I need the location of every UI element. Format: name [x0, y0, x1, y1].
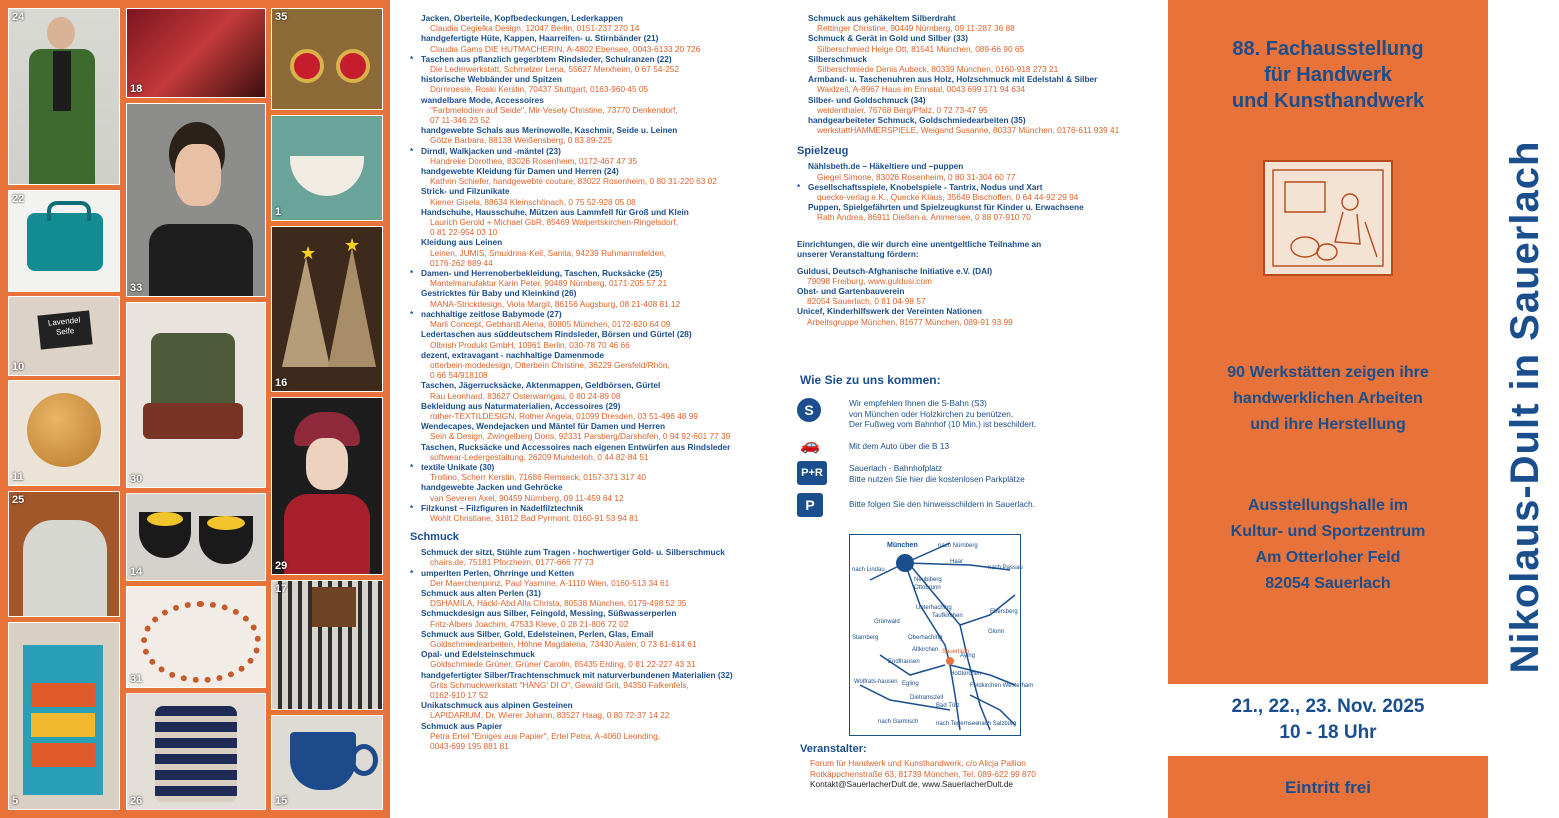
photo-5-painted-cabinet: [8, 622, 120, 810]
exhibitor-entry: [410, 166, 788, 186]
organizer-line: Rotkäppchenstraße 63, 81739 München, Tel. 089-622 99 870: [810, 768, 1036, 779]
exhibitor-product: handgewebte Schals aus Merinowolle, Kaschmir, Seide u. Leinen: [421, 125, 678, 136]
map-svg: [850, 535, 1034, 735]
exhibitor-product: handgefertigte Hüte, Kappen, Haarreifen- u. Stirnbänder (21): [421, 33, 659, 44]
exhibitor-product: Silber- und Goldschmuck (34): [808, 94, 926, 105]
exhibitor-entry: [410, 670, 788, 701]
map-label: nach Nürnberg: [938, 543, 978, 549]
subtitle-line: 90 Werkstätten zeigen ihre: [1227, 364, 1429, 381]
event-hours: 10 - 18 Uhr: [1279, 722, 1377, 743]
workshops-subtitle: [1168, 360, 1488, 438]
exhibitor-entry: [410, 329, 788, 349]
exhibitor-product: Taschen, Rucksäcke und Accessoires nach eigenen Entwürfen aus Rindsleder: [421, 441, 731, 452]
new-exhibitor-star: *: [410, 502, 414, 513]
map-label: Aying: [960, 653, 975, 659]
section-heading-schmuck: Schmuck: [410, 531, 459, 544]
exhibitor-product: Ledertaschen aus süddeutschem Rindsleder, Börsen und Gürtel (28): [421, 329, 692, 340]
cover-panel: [1168, 0, 1488, 818]
exhibitor-product: nachhaltige zeitlose Babymode (27): [421, 308, 562, 319]
map-label: Neubiberg: [914, 577, 942, 583]
org-name: Obst- und Gartenbauverein: [797, 286, 905, 297]
photo-17-stamp-print: [271, 580, 383, 710]
photo-22-teal-bag: [8, 190, 120, 292]
exhibitor-product: Schmuck aus Silber, Gold, Edelsteinen, Perlen, Glas, Email: [421, 628, 654, 639]
map-label: Taufkirchen: [932, 613, 963, 619]
exhibitor-entry: [410, 608, 788, 628]
jewelry-exhibitors: [410, 547, 788, 751]
exhibitor-contact: Olbrish Produkt GmbH, 10961 Berlin, 030-78 70 46 66: [430, 339, 630, 350]
org-contact: 82054 Sauerlach, 0 81 04-98 57: [807, 296, 926, 307]
map-label: Glonn: [988, 629, 1005, 635]
exhibitor-contact: Dornroesle, Roski Kerstin, 70437 Stuttgart, 0163-960 45 05: [430, 84, 649, 95]
photo-number: 31: [130, 673, 143, 685]
photo-10-lavender-soap: [8, 296, 120, 376]
photo-26-knit-cardigan: [126, 693, 266, 810]
exhibitor-contact: MANA-Strickdesign, Viola Margit, 86156 Augsburg, 08 21-408 81 12: [430, 298, 681, 309]
exhibitor-contact: Waidzeit, A-8967 Haus im Ennstal, 0043 699 171 94 634: [817, 84, 1026, 95]
map-label: nach Garmisch: [878, 719, 919, 725]
exhibitor-contact: otterbein-modedesign, Otterbein Christine, 36229 Gersfeld/Rhön,: [430, 359, 670, 370]
map-label: Ottobrunn: [914, 585, 941, 591]
new-exhibitor-star: *: [797, 181, 801, 192]
exhibitor-contact: "Farbmelodien auf Seide", Mir-Vesely Christine, 73770 Denkendorf,: [430, 104, 678, 115]
exhibitor-entry: [410, 95, 788, 126]
supported-org: [797, 286, 1167, 306]
exhibitor-entry: [410, 288, 788, 308]
exhibitor-entry: [410, 442, 788, 462]
exhibitor-contact: 0043-699 195 881 81: [430, 741, 509, 752]
photo-number: 17: [275, 583, 288, 595]
travel-heading: Wie Sie zu uns kommen:: [800, 373, 941, 387]
exhibitor-entry: [797, 54, 1167, 74]
exhibitor-contact: 0176-262 889 44: [430, 257, 493, 268]
exhibitor-product: Puppen, Spielgefährten und Spielzeugkunst für Kinder u. Erwachsene: [808, 202, 1084, 213]
title-line: und Kunsthandwerk: [1231, 90, 1425, 112]
photo-14-black-bowls: [126, 493, 266, 581]
photo-number: 15: [275, 795, 288, 807]
travel-park-ride: [849, 463, 1025, 484]
photo-24-green-coat: [8, 8, 120, 185]
exhibitor-contact: chairs.de, 75181 Pforzheim, 0177-666 77 73: [430, 557, 594, 568]
exhibitor-entry: [410, 503, 788, 523]
photo-11-wooden-bowl: [8, 380, 120, 486]
photo-35-earrings: [271, 8, 383, 110]
exhibitor-product: Kleidung aus Leinen: [421, 237, 503, 248]
exhibitor-entry: [410, 649, 788, 669]
exhibitor-product: umperlten Perlen, Ohrringe und Ketten: [421, 567, 575, 578]
section-heading-spielzeug: Spielzeug: [797, 145, 849, 158]
jewelry-exhibitors-cont: [797, 13, 1167, 135]
craftsman-icon: [1265, 162, 1391, 274]
exhibitor-contact: Kiener Gisela, 88634 Kleinschönach, 0 75 52-928 05 08: [430, 196, 636, 207]
org-name: Guldusi, Deutsch-Afghanische Initiative e.V. (DAI): [797, 265, 993, 276]
exhibitor-product: Unikatschmuck aus alpinen Gesteinen: [421, 700, 573, 711]
exhibitor-entry: [797, 161, 1167, 181]
exhibitor-entry: [410, 309, 788, 329]
free-entry: Eintritt frei: [1285, 778, 1371, 797]
travel-line: Wir empfehlen Ihnen die S-Bahn (S3): [849, 398, 987, 408]
exhibitor-entry: [410, 401, 788, 421]
directions-map: [849, 534, 1034, 736]
exhibitor-list-column-1: [410, 13, 788, 751]
photo-number: 10: [12, 361, 25, 373]
new-exhibitor-star: *: [410, 567, 414, 578]
exhibitor-contact: Rettinger Christine, 90449 Nürnberg, 09 11-287 36 88: [817, 23, 1015, 34]
exhibitor-product: handgefertigter Silber/Trachtenschmuck mit naturverbundenen Materialien (32): [421, 669, 733, 680]
exhibitor-product: Schmuck der sitzt, Stühle zum Tragen - hochwertiger Gold- u. Silberschmuck: [421, 547, 725, 558]
exhibitor-contact: weidenthaler, 76768 Berg/Pfalz, 0 72 73-47 95: [817, 104, 988, 115]
exhibitor-contact: Der Maerchenprinz, Paul Yasmine, A-1110 Wien, 0160-513 34 61: [430, 577, 670, 588]
exhibitor-entry: [410, 237, 788, 268]
exhibitor-product: Dirndl, Walkjacken und -mäntel (23): [421, 145, 561, 156]
exhibitor-entry: [410, 268, 788, 288]
photo-number: 14: [130, 566, 143, 578]
exhibitor-entry: [410, 54, 788, 74]
exhibitor-contact: 07 11-346 23 52: [430, 115, 490, 126]
exhibitor-contact: Claudia Cegielka Design, 12047 Berlin, 0151-237 270 14: [430, 23, 640, 34]
exhibitor-entry: [410, 125, 788, 145]
exhibitor-entry: [410, 74, 788, 94]
exhibitor-contact: 0 81 22-954 03 10: [430, 227, 498, 238]
exhibitor-product: Gesellschaftsspiele, Knobelspiele - Tantrix, Nodus und Xart: [808, 181, 1043, 192]
map-label: Feldkirchen Westerham: [970, 683, 1034, 689]
exhibitor-contact: Silberschmiede Denis Aubeck, 80339 München, 0160-918 273 21: [817, 64, 1059, 75]
exhibitor-contact: Handreke Dorothea, 83026 Rosenheim, 0172-467 47 35: [430, 155, 638, 166]
exhibitor-entry: [410, 350, 788, 381]
photo-number: 33: [130, 282, 143, 294]
exhibitor-product: wandelbare Mode, Accessoires: [421, 94, 544, 105]
exhibitor-product: Taschen, Jägerrucksäcke, Aktenmappen, Geldbörsen, Gürtel: [421, 380, 661, 391]
exhibitor-entry: [410, 588, 788, 608]
exhibitor-entry: [410, 482, 788, 502]
new-exhibitor-star: *: [410, 53, 414, 64]
exhibitor-product: Schmuck aus gehäkeltem Silberdraht: [808, 13, 956, 23]
exhibitor-contact: Sein & Design, Zwingelberg Doris, 92331 Parsberg/Darshofen, 0 94 92-601 77 39: [430, 431, 731, 442]
photo-number: 26: [130, 795, 143, 807]
exhibitor-entry: [410, 33, 788, 53]
exhibitor-contact: Laurich Gerold + Michael GbR, 85469 Walpertskirchen-Ringelsdorf,: [430, 217, 679, 228]
photo-number: 29: [275, 560, 288, 572]
venue-line: Kultur- und Sportzentrum: [1230, 523, 1426, 540]
exhibitor-product: handgewebte Kleidung für Damen und Herren (24): [421, 166, 619, 177]
travel-sbahn: [849, 398, 1036, 430]
photo-number: 5: [12, 795, 19, 807]
exhibitor-contact: Rath Andrea, 86911 Dießen a. Ammersee, 0 88 07-910 70: [817, 212, 1031, 223]
exhibitor-entry: [797, 202, 1167, 222]
exhibitor-entry: [410, 207, 788, 238]
new-exhibitor-star: *: [410, 145, 414, 156]
map-label: nach Salzburg: [978, 721, 1017, 727]
map-label: Endlhausen: [888, 659, 920, 665]
exhibitor-contact: Goldschmiede Grüner, Grüner Carolin, 85435 Erding, 0 81 22-227 43 31: [430, 659, 696, 670]
exhibitor-entry: [797, 13, 1167, 33]
map-label: Haar: [950, 559, 964, 565]
exhibitor-contact: Trollino, Scherr Kerstin, 71686 Remseck, 0157-371 317 40: [430, 472, 646, 483]
exhibitor-contact: LAPIDARIUM, Dr. Wierer Johann, 83527 Haag, 0 80 72-37 14 22: [430, 710, 670, 721]
map-label: nach Passau: [988, 565, 1023, 571]
exhibitor-product: Silberschmuck: [808, 53, 868, 64]
exhibitor-contact: werkstattHAMMERSPIELE, Weigand Susanne, 80337 München, 0176-611 939 41: [817, 125, 1120, 136]
organizer-info: [810, 758, 1036, 790]
map-label-sauerlach: Sauerlach: [942, 649, 970, 655]
map-label: Oberhaching: [908, 635, 943, 641]
exhibitor-contact: 0 66 54/918108: [430, 370, 488, 381]
map-label: Starnberg: [852, 635, 879, 641]
exhibitor-entry: [797, 74, 1167, 94]
exhibitor-entry: [410, 186, 788, 206]
map-label: Bad Tölz: [936, 703, 960, 709]
exhibitor-entry: [797, 33, 1167, 53]
photo-number: 22: [12, 193, 25, 205]
travel-line: Mit dem Auto über die B 13: [849, 441, 950, 451]
exhibitor-entry: [410, 146, 788, 166]
map-label: nach Tegernsee: [936, 721, 979, 727]
photo-number: 11: [12, 471, 24, 483]
textile-exhibitors: [410, 13, 788, 523]
map-label: nach Lindau: [852, 567, 885, 573]
exhibitor-contact: Petra Ertel "Einiges aus Papier", Ertel Petra, A-4060 Leonding,: [430, 730, 661, 741]
travel-line: Der Fußweg vom Bahnhof (10 Min.) ist beschildert.: [849, 419, 1037, 429]
exhibitor-contact: Wohlt Christiane, 31812 Bad Pyrmont, 0160-91 53 94 81: [430, 512, 639, 523]
subtitle-line: und ihre Herstellung: [1250, 416, 1406, 433]
exhibitor-product: Filzkunst – Filzfiguren in Nadelfilztechnik: [421, 502, 584, 513]
exhibitor-list-column-2: [797, 13, 1167, 327]
exhibitor-entry: [410, 380, 788, 400]
supported-org: [797, 266, 1167, 286]
parking-icon: P: [797, 493, 823, 517]
photo-number: 30: [130, 473, 143, 485]
venue-line: Ausstellungshalle im: [1247, 497, 1409, 514]
photo-number: 16: [275, 377, 288, 389]
exhibitor-contact: Grits Schmuckwerkstatt "HÄNG' DI O", Gewald Grit, 94350 Falkenfels,: [430, 679, 689, 690]
photo-collage: [0, 0, 390, 818]
new-exhibitor-star: *: [410, 461, 414, 472]
subtitle-line: handwerklichen Arbeiten: [1233, 390, 1423, 407]
exhibitor-entry: [410, 421, 788, 441]
exhibitor-product: Schmuck aus Papier: [421, 720, 503, 731]
exhibitor-contact: rother-TEXTILDESIGN, Rother Angela, 01099 Dresden, 03 51-496 48 99: [430, 410, 698, 421]
exhibitor-entry: [410, 568, 788, 588]
organizer-contact: Kontakt@SauerlacherDult.de, www.SauerlacherDult.de: [810, 779, 1014, 789]
exhibitor-product: Armband- u. Taschenuhren aus Holz, Holzschmuck mit Edelstahl & Silber: [808, 74, 1098, 85]
exhibitor-product: historische Webbänder und Spitzen: [421, 74, 562, 85]
exhibitor-contact: Claudia Gams DIE HUTMACHERIN, A-4802 Ebensee, 0043-6133 20 726: [430, 43, 701, 54]
exhibitor-product: Taschen aus pflanzlich gegerbtem Rindsleder, Schulranzen (22): [421, 53, 672, 64]
map-label-muenchen: München: [887, 542, 918, 549]
exhibitor-entry: [797, 95, 1167, 115]
exhibitor-product: Bekleidung aus Naturmaterialien, Accessoires (29): [421, 400, 621, 411]
travel-line: von München oder Holzkirchen zu benützen.: [849, 408, 1014, 419]
exhibitor-entry: [410, 462, 788, 482]
exhibitor-product: Opal- und Edelsteinschmuck: [421, 649, 535, 660]
new-exhibitor-star: *: [410, 268, 414, 279]
map-label: Grünwald: [874, 619, 900, 625]
map-label: Egling: [902, 681, 919, 687]
exhibitor-product: Schmuck & Gerät in Gold und Silber (33): [808, 33, 968, 44]
travel-line: Bitte folgen Sie den hinweisschildern in Sauerlach.: [849, 499, 1035, 509]
exhibitor-entry: [410, 13, 788, 33]
park-and-ride-icon: P+R: [797, 461, 827, 485]
org-contact: Arbeitsgruppe München, 81677 München, 089-91 93 99: [807, 316, 1013, 327]
exhibitor-contact: 0162-910 17 52: [430, 690, 489, 700]
venue-line: 82054 Sauerlach: [1265, 575, 1391, 592]
map-label: Unterhaching: [916, 605, 952, 611]
organizer-heading: Veranstalter:: [800, 743, 867, 755]
exhibitor-product: Nählsbeth.de – Häkeltiere und –puppen: [808, 161, 964, 172]
map-label: Ebersberg: [990, 609, 1018, 615]
exhibitor-product: Gestricktes für Baby und Kleinkind (26): [421, 288, 577, 299]
exhibitor-product: Handschuhe, Hausschuhe, Mützen aus Lammfell für Groß und Klein: [421, 206, 689, 217]
exhibitor-entry: [797, 115, 1167, 135]
photo-29-portrait-hat: [271, 397, 383, 575]
title-line: für Handwerk: [1264, 64, 1392, 86]
photo-33-portrait: [126, 103, 266, 297]
exhibitor-contact: Silberschmied Helge Ott, 81541 München, 089-66 90 65: [817, 43, 1025, 54]
photo-number: 18: [130, 83, 143, 95]
date-band: [1168, 684, 1488, 756]
exhibitor-product: Wendecapes, Wendejacken und Mäntel für Damen und Herren: [421, 421, 666, 432]
venue-address: [1168, 493, 1488, 597]
map-label: Dietramszell: [910, 695, 944, 701]
exhibitor-contact: van Severen Axel, 90459 Nürnberg, 09 11-459 64 12: [430, 492, 624, 503]
photo-number: 24: [12, 11, 25, 23]
exhibitor-entry: [410, 721, 788, 752]
exhibitor-contact: Leinen, JUMIS, Smuidrina-Keil, Sanita, 94239 Ruhmannsfelden,: [430, 247, 667, 258]
photo-number: 1: [275, 206, 282, 218]
exhibitor-contact: Fritz-Albers Joachim, 47533 Kleve, 0 28 21-806 72 02: [430, 618, 629, 629]
lavender-soap-tag: Lavendel Seife: [37, 310, 92, 349]
vertical-title: Nikolaus-Dult in Sauerlach: [1503, 140, 1547, 674]
exhibitor-product: textile Unikate (30): [421, 461, 495, 472]
photo-16-star-trees: ★ ★ 16: [271, 226, 383, 392]
supported-org: [797, 306, 1167, 326]
supported-organizations: [797, 266, 1167, 327]
new-exhibitor-star: *: [410, 308, 414, 319]
vertical-title-strip: [1488, 0, 1559, 818]
exhibitor-product: Schmuckdesign aus Silber, Feingold, Messing, Süßwasserperlen: [421, 608, 677, 619]
photo-number: 35: [275, 11, 288, 23]
car-icon: 🚗: [800, 437, 820, 454]
support-intro: Einrichtungen, die wir durch eine unentgeltliche Teilnahme an unserer Veranstaltung fördern:: [797, 238, 1042, 260]
exhibitor-contact: Götze Barbara, 88138 Weißensberg, 0 83 89-225: [430, 135, 613, 146]
travel-parking: [849, 499, 1035, 510]
exhibitor-product: handgearbeiteter Schmuck, Goldschmiedearbeiten (35): [808, 115, 1026, 126]
venue-line: Am Otterloher Feld: [1255, 549, 1401, 566]
travel-line: Sauerlach - Bahnhofplatz: [849, 463, 943, 473]
title-line: 88. Fachausstellung: [1232, 38, 1424, 60]
org-name: Unicef, Kinderhilfswerk der Vereinten Nationen: [797, 306, 982, 317]
exhibitor-entry: [410, 547, 788, 567]
map-label: Wolfrats-hausen: [854, 679, 898, 685]
photo-18-textile-art: [126, 8, 266, 98]
exhibitor-entry: [410, 700, 788, 720]
photo-31-bead-necklaces: [126, 586, 266, 688]
event-dates: 21., 22., 23. Nov. 2025: [1231, 696, 1425, 717]
exhibition-title: [1168, 36, 1488, 114]
exhibitor-entry: [410, 629, 788, 649]
exhibitor-contact: Giegel Simone, 83026 Rosenheim, 0 80 31-304 60 77: [817, 171, 1016, 182]
exhibitor-product: Jacken, Oberteile, Kopfbedeckungen, Lederkappen: [421, 13, 623, 23]
toy-exhibitors: [797, 161, 1167, 222]
exhibitor-contact: quecke-verlag e.K., Quecke Klaus, 35649 Bischoffen, 0 64 44-92 29 94: [817, 192, 1079, 203]
exhibitor-contact: Mantelmanufaktur Karin Peter, 90489 Nürnberg, 0171-205 57 21: [430, 278, 668, 289]
map-label: Holzkirchen: [950, 671, 982, 677]
exhibitor-contact: Goldschmiedearbeiten, Höhne Magdalena, 73430 Aalen, 0 73 61-614 61: [430, 638, 697, 649]
exhibitor-entry: [797, 182, 1167, 202]
photo-15-blue-cup: [271, 715, 383, 810]
exhibitor-contact: Kathrin Schiefer, handgewebte couture, 83022 Rosenheim, 0 80 31-220 63 02: [430, 176, 717, 187]
exhibitor-product: handgewebte Jacken und Gehröcke: [421, 482, 563, 493]
travel-line: Bitte nutzen Sie hier die kostenlosen Parkplätze: [849, 473, 1025, 484]
sbahn-icon: S: [797, 398, 821, 422]
exhibitor-product: Schmuck aus alten Perlen (31): [421, 587, 541, 598]
exhibitor-contact: Marli Concept, Gebhardt Alena, 80805 München, 0172-820 64 09: [430, 319, 671, 330]
photo-number: 25: [12, 494, 25, 506]
exhibitor-product: Strick- und Filzunikate: [421, 186, 510, 197]
photo-25-cape: [8, 491, 120, 617]
exhibitor-contact: Rau Leonhard, 83627 Osterwarngau, 0 80 24-89 08: [430, 390, 621, 401]
photo-1-ceramic-bowl: [271, 115, 383, 221]
woodcut-illustration: [1263, 160, 1393, 276]
exhibitor-product: dezent, extravagant - nachhaltige Damenmode: [421, 349, 605, 360]
photo-30-armchair: [126, 302, 266, 488]
org-contact: 79098 Freiburg, www.guldusi.com: [807, 275, 932, 286]
exhibitor-contact: DSHAMILA, Häckl-Abd Alla Christa, 80538 München, 0179-498 52 35: [430, 598, 687, 609]
map-label: Altkirchen: [912, 647, 939, 653]
organizer-line: Forum für Handwerk und Kunsthandwerk, c/o Alicja Pallion: [810, 758, 1026, 768]
travel-car: [849, 441, 949, 452]
exhibitor-contact: Die Lederwerkstatt, Schmelzer Lena, 55627 Merxheim, 0 67 54-252: [430, 64, 680, 75]
exhibitor-product: Damen- und Herrenoberbekleidung, Taschen, Rucksäcke (25): [421, 268, 663, 279]
exhibitor-contact: softwear-Ledergestaltung, 26209 Munderloh, 0 44 82-84 51: [430, 451, 649, 462]
